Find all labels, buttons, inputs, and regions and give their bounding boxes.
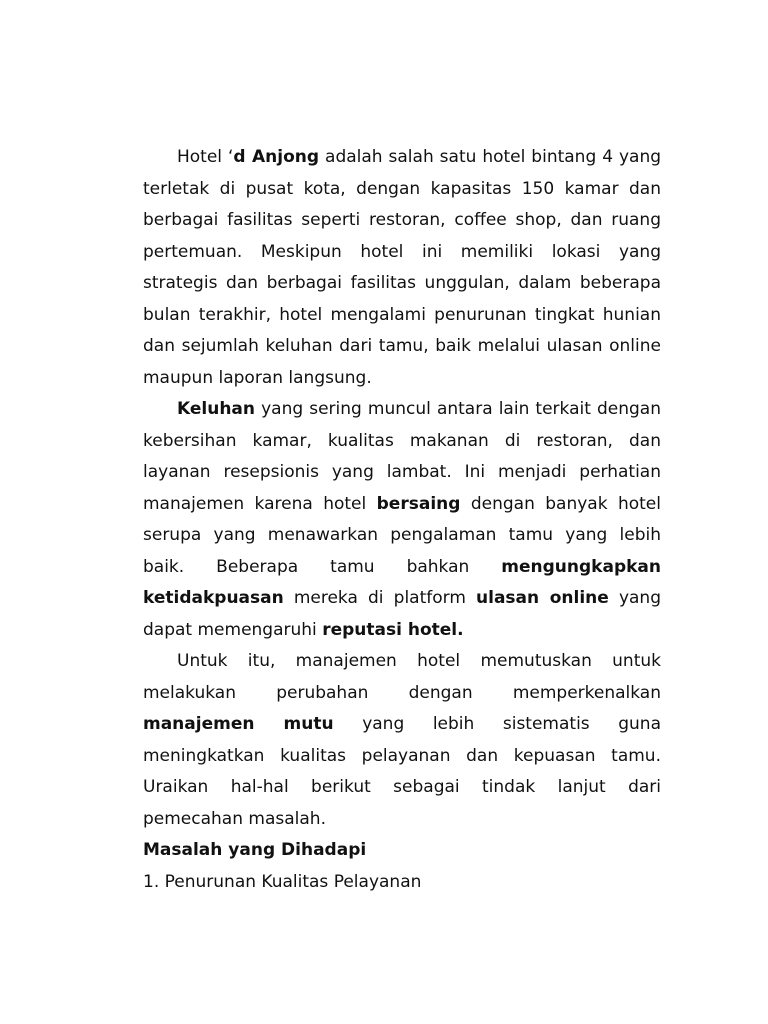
bold-segment: manajemen mutu	[143, 714, 334, 734]
text-segment: mereka di platform	[283, 588, 477, 608]
text-segment: dengan banyak hotel serupa yang menawarkan pengalaman tamu yang lebih baik. Beberapa tamu bahkan	[143, 493, 661, 577]
text-segment: adalah salah satu hotel bintang 4 yang terletak di pusat kota, dengan kapasitas 150 kamar dan berbagai fasilitas seperti restoran, coffee shop, dan ruang pertemuan. Meskipun hotel ini memiliki lokasi yang strategis dan berbagai fasilitas unggulan, dalam beberapa bulan terakhir, hotel mengalami penurunan tingkat hunian dan sejumlah keluhan dari tamu, baik melalui ulasan online maupun laporan langsung.	[143, 147, 662, 388]
bold-segment: mengungkapkan ketidakpuasan	[143, 556, 661, 608]
paragraph-quality-management	[143, 646, 661, 835]
bold-segment: bersaing	[376, 493, 461, 514]
paragraph-hotel-intro	[143, 142, 661, 394]
bold-segment: ulasan online	[476, 588, 609, 608]
bold-segment: Keluhan	[177, 399, 256, 419]
text-segment: yang lebih sistematis guna meningkatkan kualitas pelayanan dan kepuasan tamu. Uraikan hal-hal berikut sebagai tindak lanjut dari pemecahan masalah.	[143, 714, 661, 829]
bold-segment: d Anjong	[233, 147, 320, 167]
text-segment: Hotel ‘	[177, 147, 234, 167]
text-segment: Untuk itu, manajemen hotel memutuskan untuk melakukan perubahan dengan memperkenalkan	[143, 651, 661, 703]
section-heading: Masalah yang Dihadapi	[143, 840, 367, 860]
text-segment: yang sering muncul antara lain terkait dengan kebersihan kamar, kualitas makanan di restoran, dan layanan resepsionis yang lambat. Ini menjadi perhatian manajemen karena hotel	[143, 399, 661, 514]
text-segment: yang dapat memengaruhi	[143, 588, 661, 640]
bold-segment: reputasi hotel.	[322, 619, 464, 640]
list-item: 1. Penurunan Kualitas Pelayanan	[143, 871, 422, 892]
paragraph-complaints	[143, 394, 661, 646]
document-body	[143, 142, 661, 898]
